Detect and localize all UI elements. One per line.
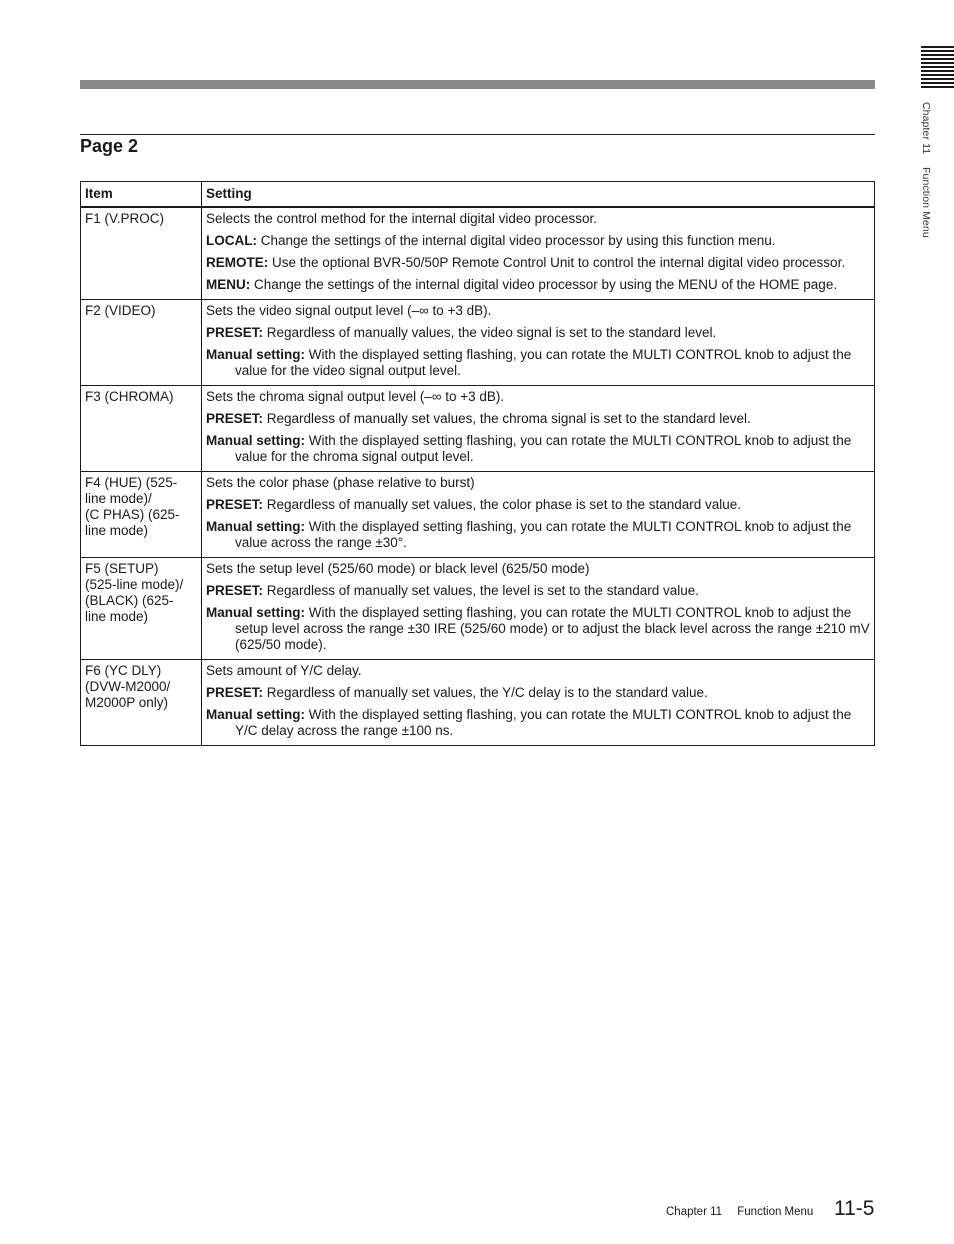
item-line: line mode)/: [85, 491, 152, 506]
option-label: Manual setting:: [206, 433, 306, 448]
item-line: (525-line mode)/: [85, 577, 184, 592]
option-text: Change the settings of the internal digital video processor by using this function menu.: [257, 233, 776, 248]
section-title: Page 2: [80, 136, 139, 156]
option-label: REMOTE:: [206, 255, 269, 270]
option-label: Manual setting:: [206, 605, 306, 620]
side-section-text: Function Menu: [920, 167, 932, 238]
table-row: [81, 207, 875, 300]
setting-cell: [202, 386, 875, 472]
option-text: Use the optional BVR-50/50P Remote Control Unit to control the internal digital video processor.: [268, 255, 846, 270]
option-label: Manual setting:: [206, 707, 306, 722]
option-label: PRESET:: [206, 583, 264, 598]
footer-chapter-label: [666, 1206, 813, 1218]
option-label: PRESET:: [206, 325, 264, 340]
item-line: line mode): [85, 523, 149, 538]
footer-section: Function Menu: [737, 1206, 814, 1218]
setting-cell: [202, 660, 875, 746]
table-row: [81, 300, 875, 386]
option-text: With the displayed setting flashing, you can rotate the MULTI CONTROL knob to adjust the Y/C delay across the range ±100 ns.: [235, 707, 852, 738]
item-line: (DVW-M2000/: [85, 679, 171, 694]
option-text: Regardless of manually set values, the level is set to the standard value.: [263, 583, 700, 598]
item-line: (C PHAS) (625-: [85, 507, 180, 522]
setting-option: [206, 685, 870, 701]
item-cell: [81, 660, 202, 746]
setting-cell: [202, 558, 875, 660]
table-row: [81, 558, 875, 660]
item-line: F4 (HUE) (525-: [85, 475, 178, 490]
option-text: Regardless of manually set values, the Y/C delay is to the standard value.: [263, 685, 708, 700]
option-text: Sets the video signal output level (–∞ to +3 dB).: [206, 303, 492, 318]
item-cell: F3 (CHROMA): [81, 386, 202, 472]
option-text: Sets the chroma signal output level (–∞ to +3 dB).: [206, 389, 505, 404]
item-line: (BLACK) (625-: [85, 593, 174, 608]
setting-option: [206, 411, 870, 427]
setting-cell: [202, 472, 875, 558]
section-rule: [80, 134, 875, 135]
option-text: Change the settings of the internal digital video processor by using the MENU of the HOME page.: [250, 277, 838, 292]
setting-option: [206, 277, 870, 293]
item-cell: F2 (VIDEO): [81, 300, 202, 386]
option-text: With the displayed setting flashing, you can rotate the MULTI CONTROL knob to adjust the value for the chroma signal output level.: [235, 433, 852, 464]
setting-option: [206, 433, 870, 465]
option-text: With the displayed setting flashing, you can rotate the MULTI CONTROL knob to adjust the value for the video signal output level.: [235, 347, 852, 378]
option-label: PRESET:: [206, 497, 264, 512]
setting-option: [206, 347, 870, 379]
page-number: 11-5: [834, 1197, 875, 1220]
setting-option: [206, 497, 870, 513]
setting-description: [206, 389, 870, 405]
option-text: Regardless of manually set values, the color phase is set to the standard value.: [263, 497, 742, 512]
item-cell: F1 (V.PROC): [81, 207, 202, 300]
side-chapter-label: [920, 102, 932, 238]
option-text: With the displayed setting flashing, you can rotate the MULTI CONTROL knob to adjust the setup level across the range ±30 IRE (525/60 mode) or to adjust the black level across the range ±210 mV (625/50 mode).: [235, 605, 870, 652]
footer-chapter: Chapter 11: [666, 1206, 723, 1218]
item-line: F5 (SETUP): [85, 561, 159, 576]
option-label: Manual setting:: [206, 347, 306, 362]
option-label: MENU:: [206, 277, 251, 292]
setting-description: [206, 211, 870, 227]
setting-description: [206, 561, 870, 577]
side-chapter-text: Chapter 11: [920, 102, 932, 155]
item-cell: [81, 472, 202, 558]
setting-description: [206, 475, 870, 491]
header-rule-bar: [80, 80, 875, 89]
option-text: Sets amount of Y/C delay.: [206, 663, 362, 678]
setting-cell: [202, 207, 875, 300]
setting-option: [206, 255, 870, 271]
chapter-tab-mark: [921, 46, 954, 90]
table-row: [81, 660, 875, 746]
table-row: [81, 386, 875, 472]
option-text: Regardless of manually set values, the chroma signal is set to the standard level.: [263, 411, 751, 426]
setting-cell: [202, 300, 875, 386]
table-body: [81, 207, 875, 746]
setting-option: [206, 605, 870, 653]
option-text: With the displayed setting flashing, you can rotate the MULTI CONTROL knob to adjust the value across the range ±30°.: [235, 519, 852, 550]
option-label: LOCAL:: [206, 233, 257, 248]
setting-description: [206, 663, 870, 679]
option-text: Selects the control method for the internal digital video processor.: [206, 211, 597, 226]
setting-option: [206, 707, 870, 739]
item-line: M2000P only): [85, 695, 169, 710]
table-row: [81, 472, 875, 558]
setting-option: [206, 233, 870, 249]
setting-option: [206, 519, 870, 551]
column-header-setting: Setting: [202, 182, 875, 208]
option-text: Regardless of manually values, the video signal is set to the standard level.: [263, 325, 717, 340]
item-cell: [81, 558, 202, 660]
item-line: F6 (YC DLY): [85, 663, 162, 678]
option-label: Manual setting:: [206, 519, 306, 534]
option-label: PRESET:: [206, 685, 264, 700]
setting-option: [206, 325, 870, 341]
settings-table: [80, 181, 875, 746]
option-text: Sets the setup level (525/60 mode) or black level (625/50 mode): [206, 561, 590, 576]
item-line: line mode): [85, 609, 149, 624]
setting-option: [206, 583, 870, 599]
column-header-item: Item: [81, 182, 202, 208]
option-text: Sets the color phase (phase relative to burst): [206, 475, 475, 490]
setting-description: [206, 303, 870, 319]
table-header-row: [81, 182, 875, 208]
option-label: PRESET:: [206, 411, 264, 426]
